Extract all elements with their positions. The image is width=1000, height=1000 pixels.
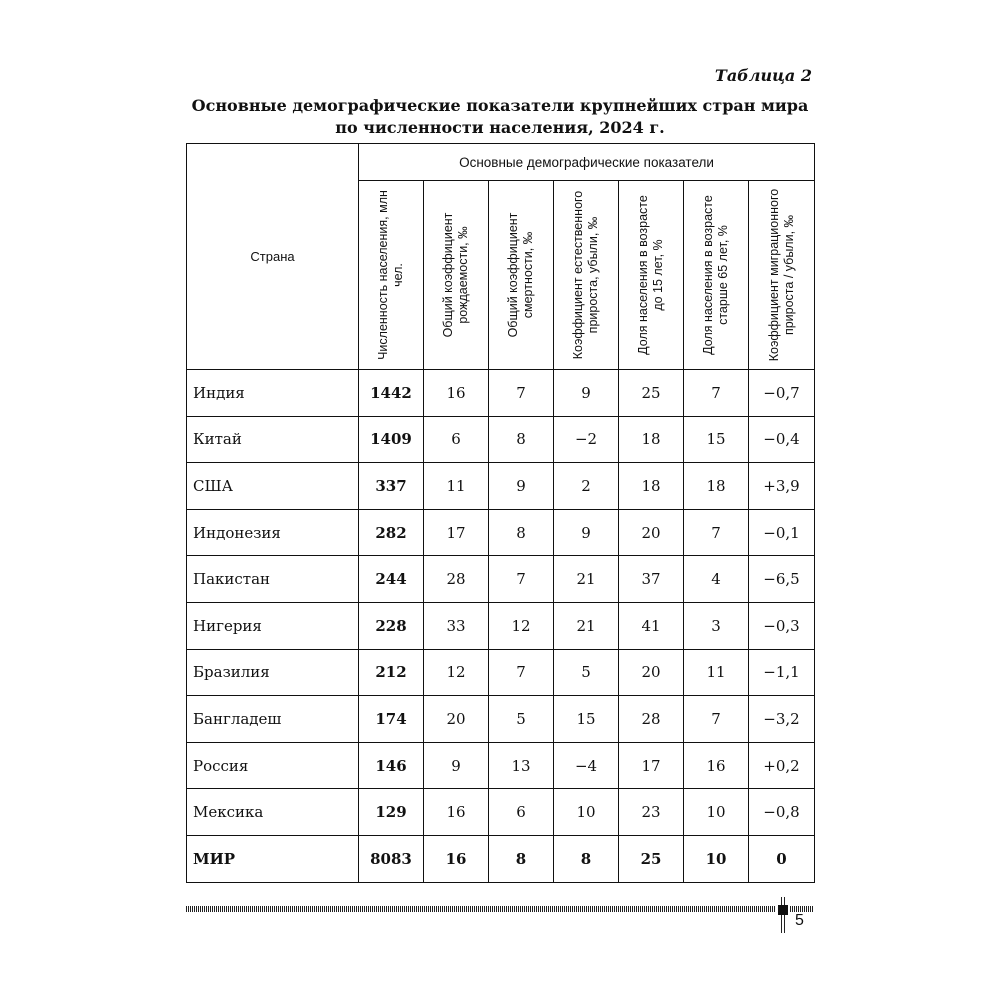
cell-value: 5	[554, 649, 619, 696]
cell-value: +0,2	[749, 742, 815, 789]
header-birth-rate	[424, 181, 489, 370]
cell-value: 8083	[359, 835, 424, 882]
cell-country: США	[187, 463, 359, 510]
cell-value: 28	[424, 556, 489, 603]
cell-value: 20	[424, 696, 489, 743]
cell-value: 282	[359, 509, 424, 556]
cell-value: 8	[554, 835, 619, 882]
header-group: Основные демографические показатели	[359, 144, 815, 181]
cell-value: −0,8	[749, 789, 815, 836]
cell-value: 6	[424, 416, 489, 463]
cell-value: 20	[619, 509, 684, 556]
cell-value: 28	[619, 696, 684, 743]
table-row	[187, 556, 815, 603]
table-row	[187, 742, 815, 789]
cell-country: Бразилия	[187, 649, 359, 696]
cell-value: 1409	[359, 416, 424, 463]
header-over-65	[684, 181, 749, 370]
cell-value: 4	[684, 556, 749, 603]
cell-value: 10	[554, 789, 619, 836]
header-row-group	[187, 144, 815, 181]
cell-country: Пакистан	[187, 556, 359, 603]
cell-value: 41	[619, 602, 684, 649]
cell-value: 16	[424, 789, 489, 836]
cell-value: 12	[489, 602, 554, 649]
cell-value: 12	[424, 649, 489, 696]
cell-value: 8	[489, 416, 554, 463]
cell-value: −2	[554, 416, 619, 463]
cell-country: Бангладеш	[187, 696, 359, 743]
cell-value: 9	[424, 742, 489, 789]
cell-value: −0,3	[749, 602, 815, 649]
cell-value: 16	[424, 370, 489, 417]
cell-value: 37	[619, 556, 684, 603]
cell-value: 212	[359, 649, 424, 696]
cell-value: −6,5	[749, 556, 815, 603]
cell-value: 3	[684, 602, 749, 649]
cell-country: Нигерия	[187, 602, 359, 649]
cell-value: −4	[554, 742, 619, 789]
cell-value: 228	[359, 602, 424, 649]
cell-value: 7	[684, 509, 749, 556]
cell-value: 25	[619, 835, 684, 882]
header-population-label: Численность населения, млн чел.	[376, 190, 405, 360]
cell-value: 7	[684, 696, 749, 743]
cell-country: Мексика	[187, 789, 359, 836]
cell-value: 18	[619, 463, 684, 510]
header-over-65-label: Доля населения в возрасте старше 65 лет, %	[701, 195, 730, 355]
cell-value: 20	[619, 649, 684, 696]
cell-value: −3,2	[749, 696, 815, 743]
cell-country: Индонезия	[187, 509, 359, 556]
cell-value: 9	[554, 370, 619, 417]
cell-value: 16	[684, 742, 749, 789]
cell-value: 7	[489, 556, 554, 603]
cell-value: 146	[359, 742, 424, 789]
cell-value: 7	[684, 370, 749, 417]
cell-value: 1442	[359, 370, 424, 417]
cell-value: 174	[359, 696, 424, 743]
cell-value: 18	[619, 416, 684, 463]
cell-value: 23	[619, 789, 684, 836]
table-title-line-1: Основные демографические показатели крупнейших стран мира	[191, 96, 809, 115]
header-migration	[749, 181, 815, 370]
cell-value: 9	[554, 509, 619, 556]
header-under-15-label: Доля населения в возрасте до 15 лет, %	[636, 195, 665, 355]
cell-value: −0,4	[749, 416, 815, 463]
header-death-rate-label: Общий коэффициент смертности, ‰	[506, 212, 535, 338]
table-row	[187, 649, 815, 696]
cell-value: +3,9	[749, 463, 815, 510]
page-number: 5	[795, 912, 804, 929]
cell-value: 6	[489, 789, 554, 836]
header-natural-growth-label: Коэффициент естественного прироста, убыли, ‰	[571, 190, 600, 360]
table-row-total	[187, 835, 815, 882]
header-death-rate	[489, 181, 554, 370]
cell-value: −0,7	[749, 370, 815, 417]
cell-value: 8	[489, 509, 554, 556]
cell-value: 21	[554, 556, 619, 603]
cell-value: −0,1	[749, 509, 815, 556]
cell-value: 17	[424, 509, 489, 556]
table-row	[187, 602, 815, 649]
cell-value: 8	[489, 835, 554, 882]
header-population	[359, 181, 424, 370]
cell-country: МИР	[187, 835, 359, 882]
cell-value: 18	[684, 463, 749, 510]
cell-country: Китай	[187, 416, 359, 463]
table-row	[187, 789, 815, 836]
cell-value: 25	[619, 370, 684, 417]
cell-value: 244	[359, 556, 424, 603]
cell-value: 13	[489, 742, 554, 789]
cell-value: 15	[554, 696, 619, 743]
cell-value: 5	[489, 696, 554, 743]
header-natural-growth	[554, 181, 619, 370]
cell-value: 21	[554, 602, 619, 649]
cell-value: 129	[359, 789, 424, 836]
cell-value: 33	[424, 602, 489, 649]
table-row	[187, 509, 815, 556]
cell-value: 10	[684, 789, 749, 836]
table-title-line-2: по численности населения, 2024 г.	[335, 118, 665, 137]
cell-country: Россия	[187, 742, 359, 789]
header-migration-label: Коэффициент миграционного прироста / убыли, ‰	[766, 188, 796, 362]
table-title	[186, 95, 814, 139]
table-row	[187, 696, 815, 743]
cell-value: 16	[424, 835, 489, 882]
header-under-15	[619, 181, 684, 370]
cell-value: 10	[684, 835, 749, 882]
cell-value: −1,1	[749, 649, 815, 696]
header-birth-rate-label: Общий коэффициент рождаемости, ‰	[441, 212, 470, 338]
cell-country: Индия	[187, 370, 359, 417]
footer-rule	[186, 906, 776, 912]
cell-value: 15	[684, 416, 749, 463]
cell-value: 11	[684, 649, 749, 696]
table-row	[187, 370, 815, 417]
cell-value: 11	[424, 463, 489, 510]
demographics-table	[186, 143, 815, 883]
cell-value: 0	[749, 835, 815, 882]
cell-value: 7	[489, 649, 554, 696]
cell-value: 9	[489, 463, 554, 510]
table-caption: Таблица 2	[714, 66, 812, 85]
cell-value: 7	[489, 370, 554, 417]
page-ornament-icon	[776, 897, 790, 933]
cell-value: 17	[619, 742, 684, 789]
table-row	[187, 416, 815, 463]
table-row	[187, 463, 815, 510]
cell-value: 2	[554, 463, 619, 510]
cell-value: 337	[359, 463, 424, 510]
header-country: Страна	[187, 144, 359, 370]
